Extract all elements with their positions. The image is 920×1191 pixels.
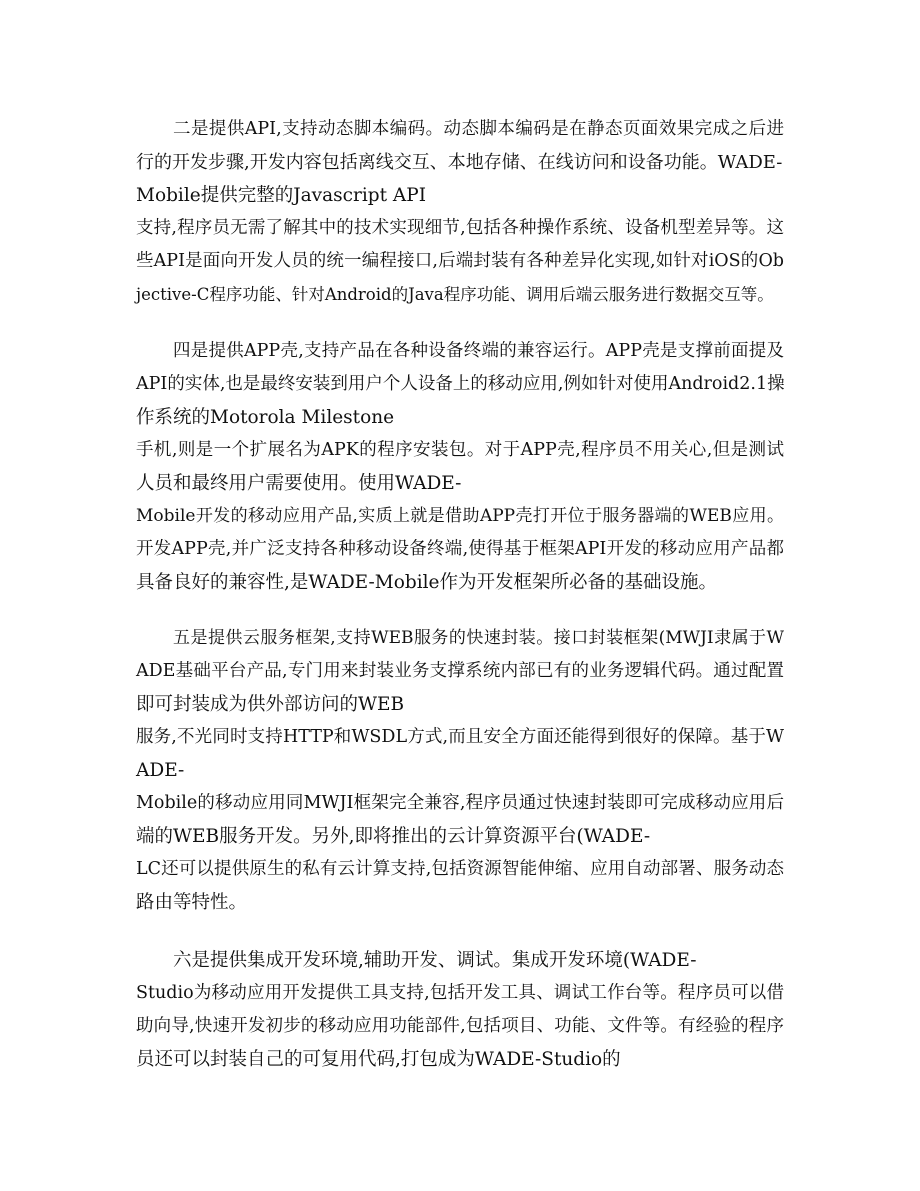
paragraph-ide [136,944,784,1076]
text-line: Mobile的移动应用同MWJI框架完全兼容,程序员通过快速封装即可完成移动应用后 [136,793,784,813]
text-line: 支持,程序员无需了解其中的技术实现细节,包括各种操作系统、设备机型差异等。这 [136,218,784,238]
text-line: Mobile提供完整的Javascript API [136,185,427,206]
text-line: ADE- [136,760,185,781]
text-line: 行的开发步骤,开发内容包括离线交互、本地存储、在线访问和设备功能。WADE- [136,152,783,173]
text-line: 四是提供APP壳,支持产品在各种设备终端的兼容运行。APP壳是支撑前面提及 [173,341,784,361]
text-line: 具备良好的兼容性,是WADE-Mobile作为开发框架所必备的基础设施。 [136,572,717,593]
text-line: 员还可以封装自己的可复用代码,打包成为WADE-Studio的 [136,1049,621,1070]
paragraph-cloud-service [136,622,784,919]
text-line: 六是提供集成开发环境,辅助开发、调试。集成开发环境(WADE- [173,950,697,971]
text-line: 人员和最终用户需要使用。使用WADE- [136,473,462,494]
text-line: ADE基础平台产品,专门用来封装业务支撑系统内部已有的业务逻辑代码。通过配置 [136,661,784,681]
text-line: 作系统的Motorola Milestone [136,407,395,428]
text-line: 些API是面向开发人员的统一编程接口,后端封装有各种差异化实现,如针对iOS的Ob [136,251,784,271]
text-line: 即可封装成为供外部访问的WEB [136,694,405,715]
text-line: 路由等特性。 [136,892,248,913]
text-line: Studio为移动应用开发提供工具支持,包括开发工具、调试工作台等。程序员可以借 [136,983,784,1003]
text-line: 端的WEB服务开发。另外,即将推出的云计算资源平台(WADE- [136,826,651,847]
text-line: 二是提供API,支持动态脚本编码。动态脚本编码是在静态页面效果完成之后进 [173,119,784,139]
text-line: 服务,不光同时支持HTTP和WSDL方式,而且安全方面还能得到很好的保障。基于W [136,727,784,747]
text-line: 五是提供云服务框架,支持WEB服务的快速封装。接口封装框架(MWJI隶属于W [173,628,784,648]
text-line: 开发APP壳,并广泛支持各种移动设备终端,使得基于框架API开发的移动应用产品都 [136,539,784,559]
paragraph-app-shell [136,335,784,599]
text-line: LC还可以提供原生的私有云计算支持,包括资源智能伸缩、应用自动部署、服务动态 [136,859,784,879]
text-line: jective-C程序功能、针对Android的Java程序功能、调用后端云服务进行数据交互等。 [136,285,774,304]
text-line: 助向导,快速开发初步的移动应用功能部件,包括项目、功能、文件等。有经验的程序 [136,1016,784,1036]
text-line: 手机,则是一个扩展名为APK的程序安装包。对于APP壳,程序员不用关心,但是测试 [136,440,784,460]
text-line: API的实体,也是最终安装到用户个人设备上的移动应用,例如针对使用Android2.1操 [136,374,785,394]
paragraph-api [136,113,784,311]
text-line: Mobile开发的移动应用产品,实质上就是借助APP壳打开位于服务器端的WEB应用。 [136,506,784,526]
